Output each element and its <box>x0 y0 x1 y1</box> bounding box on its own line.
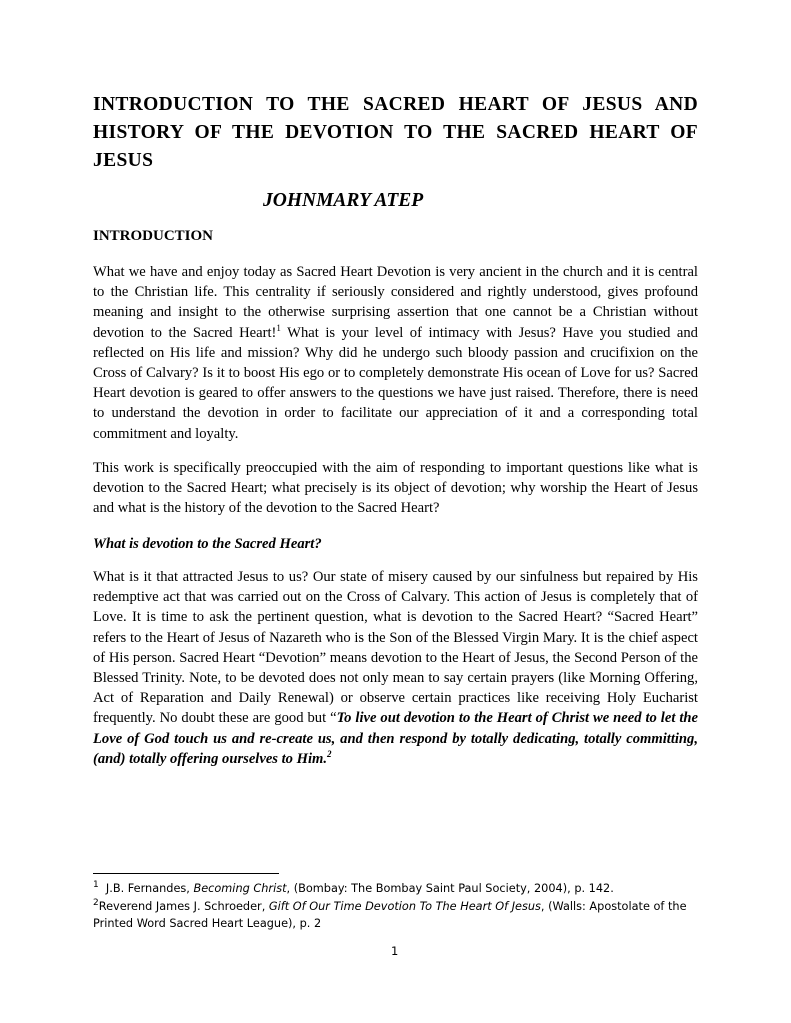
footnote-book-title: Gift Of Our Time Devotion To The Heart Of Jesus <box>268 899 541 913</box>
footnote-number: 1 <box>93 880 99 891</box>
footnote-text: , (Bombay: The Bombay Saint Paul Society, 2004), p. 142. <box>286 882 614 895</box>
section-heading: What is devotion to the Sacred Heart? <box>93 536 322 552</box>
author-name: JOHNMARY ATEP <box>263 190 424 211</box>
footnote-ref-2: 2 <box>327 748 332 759</box>
introduction-text-end: What is your level of intimacy with Jesus? Have you studied and reflected on His life and mission? Why did he undergo such bloody passion and crucifixion on the Cross of Calvary? Is it to boost His ego or to completely demonstrate His ocean of Love for us? Sacred Heart devotion is geared to offer answers to the questions we have just raised. Therefore, there is need to understand the devotion in order to facilitate our appreciation of it and a corresponding total commitment and loyalty. <box>93 324 698 442</box>
document-title: INTRODUCTION TO THE SACRED HEART OF JESUS AND HISTORY OF THE DEVOTION TO THE SACRED HEART OF JESUS <box>93 94 698 171</box>
footnote-text: Reverend James J. Schroeder, <box>98 899 269 913</box>
footnote-ref-1: 1 <box>276 322 281 333</box>
footnotes <box>93 880 698 933</box>
introduction-text-start: What we have and enjoy today as Sacred Heart Devotion is very ancient in the church and it is central to the Christian life. This centrality if seriously considered and rightly understood, gives profound meaning and insight to the otherwise surprising assertion that one cannot be a Christian without devotion to the Sacred Heart! <box>93 264 698 341</box>
footnote-number: 2 <box>93 897 99 908</box>
footnote-1 <box>93 880 698 898</box>
introduction-heading: INTRODUCTION <box>93 228 214 244</box>
introduction-paragraph <box>93 262 698 444</box>
page-number: 1 <box>391 944 399 958</box>
footnote-divider <box>93 873 279 874</box>
footnote-text: J.B. Fernandes, <box>98 882 194 895</box>
footnote-2 <box>93 898 698 933</box>
devotion-paragraph <box>93 567 698 769</box>
purpose-paragraph: This work is specifically preoccupied with the aim of responding to important questions like what is devotion to the Sacred Heart; what precisely is its object of devotion; why worship the Heart of Jesus and what is the history of the devotion to the Sacred Heart? <box>93 460 698 517</box>
devotion-text: What is it that attracted Jesus to us? Our state of misery caused by our sinfulness but repaired by His redemptive act that was carried out on the Cross of Calvary. This action of Jesus is completely that of Love. It is time to ask the pertinent question, what is devotion to the Sacred Heart? “Sacred Heart” refers to the Heart of Jesus of Nazareth who is the Son of the Blessed Virgin Mary. It is the chief aspect of His person. Sacred Heart “Devotion” means devotion to the Heart of Jesus, the Second Person of the Blessed Trinity. Note, to be devoted does not only mean to say certain prayers (like Morning Offering, Act of Reparation and Daily Renewal) or observe certain practices like receiving Holy Eucharist frequently. No doubt these are good but “ <box>93 569 698 727</box>
footnote-book-title: Becoming Christ <box>193 882 287 895</box>
footnote-text: , (Walls: Apostolate of the Printed Word Sacred Heart League), p. 2 <box>93 899 687 930</box>
emphasis-quote: To live out devotion to the Heart of Christ we need to let the Love of God touch us and re-create us, and then respond by totally dedicating, totally committing, (and) totally offering ourselves to Him. <box>93 710 699 767</box>
